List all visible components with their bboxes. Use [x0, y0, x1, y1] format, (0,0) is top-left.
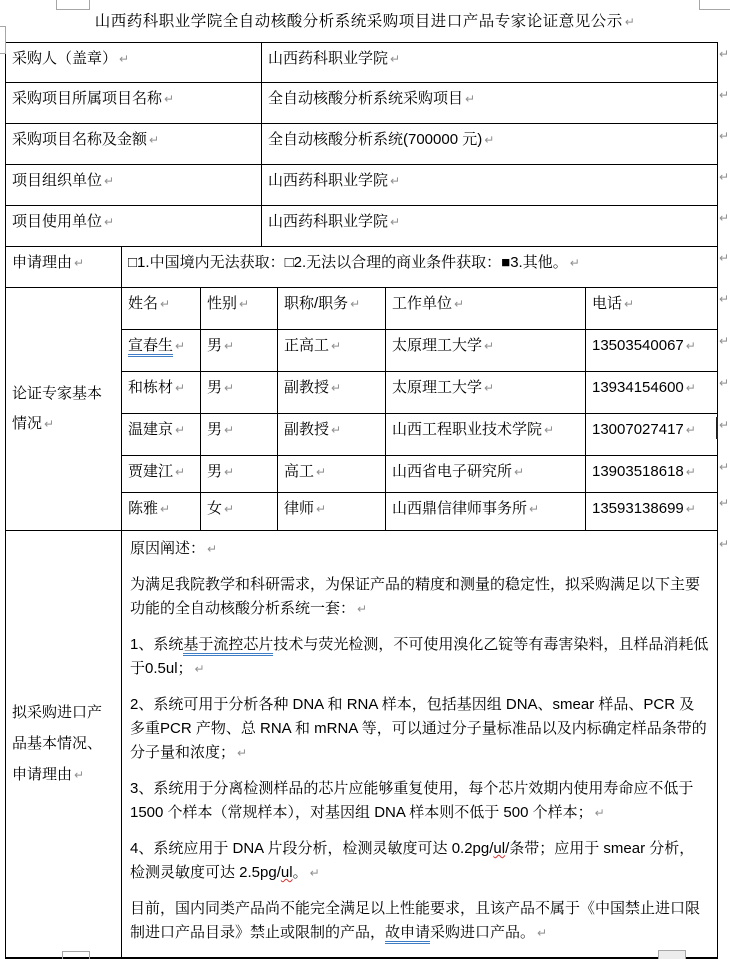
- reason-paragraph: [130, 897, 709, 945]
- paragraph-end-mark-icon: ↵: [207, 542, 218, 556]
- table-row: [6, 124, 718, 165]
- paragraph-end-mark-icon: ↵: [194, 662, 205, 676]
- end-of-row-mark-icon: ↵: [719, 496, 730, 510]
- reason-text-segment: 4、系统应用于 DNA 片段分析，检测灵敏度可达 0.2pg/: [130, 840, 494, 857]
- table-row: [6, 165, 718, 206]
- paragraph-end-mark-icon: ↵: [537, 926, 548, 940]
- expert-title-cell: [278, 456, 386, 493]
- expert-col-header: [201, 288, 278, 330]
- info-label: 项目使用单位: [12, 213, 103, 230]
- expert-phone: 13007027417: [592, 421, 684, 438]
- col-header-title: 职称/职务: [284, 295, 349, 312]
- cell-end-mark-icon: ↵: [484, 133, 495, 147]
- reason-text-segment: 基于流控芯片: [183, 636, 273, 656]
- text-boundary-mark-top-right: [699, 0, 730, 10]
- expert-col-header: [386, 288, 586, 330]
- cell-end-mark-icon: ↵: [175, 465, 186, 479]
- expert-org: 太原理工大学: [392, 337, 483, 354]
- cell-end-mark-icon: ↵: [484, 339, 495, 353]
- col-header-phone: 电话: [592, 295, 623, 312]
- cell-end-mark-icon: ↵: [350, 297, 361, 311]
- info-value: 山西药科职业学院: [268, 172, 389, 189]
- end-of-row-mark-icon: ↵: [719, 418, 730, 432]
- end-of-row-mark-icon: ↵: [719, 129, 730, 143]
- cell-end-mark-icon: ↵: [119, 52, 130, 66]
- expert-name: 和栋材: [128, 379, 174, 396]
- cell-end-mark-icon: ↵: [331, 381, 342, 395]
- info-value: 全自动核酸分析系统(700000 元): [268, 131, 483, 148]
- end-of-row-mark-icon: ↵: [719, 170, 730, 184]
- expert-phone: 13934154600: [592, 379, 684, 396]
- reason-paragraphs: [122, 531, 718, 959]
- expert-title: 副教授: [284, 421, 330, 438]
- expert-phone: 13593138699: [592, 500, 684, 517]
- page-title-text: 山西药科职业学院全自动核酸分析系统采购项目进口产品专家论证意见公示: [94, 13, 623, 30]
- col-header-gender: 性别: [207, 295, 238, 312]
- cell-end-mark-icon: ↵: [685, 381, 696, 395]
- reason-text-segment: 3、系统用于分离检测样品的芯片应能够重复使用，每个芯片效期内使用寿命应不低于1500 个样本（常规样本），对基因组 DNA 样本则不低于 500 个样本；: [130, 780, 694, 821]
- cell-end-mark-icon: ↵: [160, 297, 171, 311]
- cell-end-mark-icon: ↵: [390, 52, 401, 66]
- expert-title: 律师: [284, 500, 315, 517]
- cell-end-mark-icon: ↵: [685, 502, 696, 516]
- expert-title-cell: [278, 414, 386, 456]
- expert-org-cell: [386, 493, 586, 531]
- table-row: [6, 247, 718, 288]
- end-of-row-mark-icon: ↵: [719, 88, 730, 102]
- expert-title: 高工: [284, 463, 315, 480]
- reason-text-segment: /条带；应用于 smear 分析，检测灵敏度可达 2.5pg/: [130, 840, 695, 881]
- reason-paragraph: [130, 837, 709, 885]
- cell-end-mark-icon: ↵: [529, 502, 540, 516]
- info-value-cell: [262, 83, 718, 124]
- cell-end-mark-icon: ↵: [454, 297, 465, 311]
- expert-col-header: [122, 288, 201, 330]
- info-label: 采购项目名称及金额: [12, 131, 148, 148]
- expert-phone-cell: [586, 493, 718, 531]
- table-row: [6, 83, 718, 124]
- cell-end-mark-icon: ↵: [390, 215, 401, 229]
- expert-phone-cell: [586, 372, 718, 414]
- reason-text-segment: 故申请: [385, 924, 430, 944]
- cell-end-mark-icon: ↵: [160, 502, 171, 516]
- end-of-row-mark-icon: ↵: [719, 334, 730, 348]
- cell-end-mark-icon: ↵: [239, 297, 250, 311]
- info-value: 山西药科职业学院: [268, 50, 389, 67]
- reason-text-segment: 原因阐述：: [130, 540, 206, 557]
- expert-gender: 男: [207, 421, 223, 438]
- expert-gender-cell: [201, 372, 278, 414]
- info-label-cell: [6, 83, 262, 124]
- cell-end-mark-icon: ↵: [685, 423, 696, 437]
- apply-reason-value-cell: [122, 247, 718, 288]
- end-of-row-mark-icon: ↵: [719, 537, 730, 551]
- paragraph-end-mark-icon: ↵: [594, 806, 605, 820]
- expert-phone: 13503540067: [592, 337, 684, 354]
- expert-gender-cell: [201, 456, 278, 493]
- expert-name-cell: [122, 456, 201, 493]
- end-of-row-mark-icon: ↵: [719, 251, 730, 265]
- reason-paragraph: [130, 537, 709, 561]
- info-label: 采购项目所属项目名称: [12, 90, 163, 107]
- cell-end-mark-icon: ↵: [390, 174, 401, 188]
- cell-end-mark-icon: ↵: [224, 423, 235, 437]
- cell-end-mark-icon: ↵: [569, 256, 580, 270]
- info-label: 采购人（盖章）: [12, 50, 118, 67]
- cell-end-mark-icon: ↵: [484, 381, 495, 395]
- reason-paragraph: [130, 777, 709, 825]
- col-header-name: 姓名: [128, 295, 159, 312]
- end-of-row-mark-icon: ↵: [719, 292, 730, 306]
- cell-end-mark-icon: ↵: [624, 297, 635, 311]
- cell-end-mark-icon: ↵: [685, 339, 696, 353]
- table-row: [6, 206, 718, 247]
- expert-gender: 女: [207, 500, 223, 517]
- procurement-table: [5, 42, 718, 959]
- cell-end-mark-icon: ↵: [175, 423, 186, 437]
- info-label: 项目组织单位: [12, 172, 103, 189]
- info-label-cell: [6, 124, 262, 165]
- reason-text-segment: ul: [493, 840, 506, 857]
- cell-end-mark-icon: ↵: [224, 381, 235, 395]
- apply-reason-label-cell: [6, 247, 122, 288]
- expert-org: 太原理工大学: [392, 379, 483, 396]
- end-of-row-mark-icon: ↵: [719, 211, 730, 225]
- reason-paragraph: [130, 633, 709, 681]
- expert-gender-cell: [201, 493, 278, 531]
- table-row: [6, 43, 718, 83]
- expert-gender: 男: [207, 463, 223, 480]
- cell-end-mark-icon: ↵: [465, 92, 476, 106]
- info-value-cell: [262, 206, 718, 247]
- cell-end-mark-icon: ↵: [74, 768, 85, 782]
- expert-title-cell: [278, 493, 386, 531]
- cell-end-mark-icon: ↵: [164, 92, 175, 106]
- expert-name: 贾建江: [128, 463, 174, 480]
- expert-name-cell: [122, 372, 201, 414]
- expert-header-row: [6, 288, 718, 330]
- info-value: 全自动核酸分析系统采购项目: [268, 90, 464, 107]
- product-section-label-cell: [6, 531, 122, 959]
- expert-gender: 男: [207, 337, 223, 354]
- cell-end-mark-icon: ↵: [149, 133, 160, 147]
- cell-end-mark-icon: ↵: [175, 381, 186, 395]
- text-boundary-mark-left: [0, 26, 6, 54]
- expert-org: 山西省电子研究所: [392, 463, 513, 480]
- page-title: [0, 9, 730, 31]
- expert-col-header: [586, 288, 718, 330]
- expert-org-cell: [386, 372, 586, 414]
- cell-end-mark-icon: ↵: [316, 465, 327, 479]
- expert-org-cell: [386, 456, 586, 493]
- expert-name: 温建京: [128, 421, 174, 438]
- paragraph-end-mark-icon: ↵: [237, 746, 248, 760]
- expert-title-cell: [278, 330, 386, 372]
- reason-text-segment: 1、系统: [130, 636, 184, 653]
- cell-end-mark-icon: ↵: [104, 215, 115, 229]
- expert-org: 山西工程职业技术学院: [392, 421, 543, 438]
- cell-end-mark-icon: ↵: [331, 423, 342, 437]
- cell-end-mark-icon: ↵: [316, 502, 327, 516]
- end-of-row-mark-icon: ↵: [719, 47, 730, 61]
- paragraph-end-mark-icon: ↵: [357, 602, 368, 616]
- apply-reason-label: 申请理由: [12, 254, 73, 271]
- reason-text-segment: 采购进口产品。: [430, 924, 536, 941]
- cell-end-mark-icon: ↵: [44, 417, 55, 431]
- expert-name-cell: [122, 414, 201, 456]
- expert-gender-cell: [201, 414, 278, 456]
- expert-phone: 13903518618: [592, 463, 684, 480]
- expert-title: 正高工: [284, 337, 330, 354]
- table-row: [6, 531, 718, 959]
- reason-text-segment: 技术与荧光检测，不可使用溴化乙锭等有毒害染料，且样品消耗低于0.5ul；: [130, 636, 709, 677]
- end-of-row-mark-icon: ↵: [719, 376, 730, 390]
- expert-phone-cell: [586, 456, 718, 493]
- reason-paragraph: [130, 693, 709, 765]
- expert-phone-cell: [586, 330, 718, 372]
- reason-text-segment: 。: [292, 864, 308, 881]
- expert-name: 宣春生: [128, 337, 173, 357]
- col-header-org: 工作单位: [392, 295, 453, 312]
- text-cursor[interactable]: [716, 417, 718, 439]
- end-of-row-mark-icon: ↵: [719, 460, 730, 474]
- reason-text-segment: 2、系统可用于分析各种 DNA 和 RNA 样本，包括基因组 DNA、smear 样品、PCR 及多重PCR 产物、总 RNA 和 mRNA 等，可以通过分子量标准品以及内标确定样品条带的分子量和浓度；: [130, 696, 707, 761]
- cell-end-mark-icon: ↵: [514, 465, 525, 479]
- cell-end-mark-icon: ↵: [331, 339, 342, 353]
- paragraph-end-mark-icon: ↵: [624, 15, 636, 29]
- experts-section-label: 论证专家基本情况: [12, 385, 103, 432]
- info-value: 山西药科职业学院: [268, 213, 389, 230]
- reason-text-segment: ul: [280, 864, 293, 881]
- reason-paragraph: [130, 573, 709, 621]
- expert-name-cell: [122, 330, 201, 372]
- info-value-cell: [262, 165, 718, 206]
- expert-org-cell: [386, 414, 586, 456]
- expert-phone-cell: [586, 414, 718, 456]
- expert-org: 山西鼎信律师事务所: [392, 500, 528, 517]
- info-label-cell: [6, 43, 262, 83]
- reason-text-segment: 为满足我院教学和科研需求，为保证产品的精度和测量的稳定性，拟采购满足以下主要功能的全自动核酸分析系统一套：: [130, 576, 701, 617]
- expert-title-cell: [278, 372, 386, 414]
- info-label-cell: [6, 165, 262, 206]
- expert-col-header: [278, 288, 386, 330]
- info-value-cell: [262, 43, 718, 83]
- paragraph-end-mark-icon: ↵: [309, 866, 320, 880]
- cell-end-mark-icon: ↵: [224, 465, 235, 479]
- cell-end-mark-icon: ↵: [685, 465, 696, 479]
- cell-end-mark-icon: ↵: [74, 256, 85, 270]
- expert-gender-cell: [201, 330, 278, 372]
- product-section-label: 拟采购进口产品基本情况、申请理由: [12, 704, 103, 783]
- text-boundary-mark-top-left: [56, 0, 90, 10]
- apply-reason-checkboxes: □1.中国境内无法获取：□2.无法以合理的商业条件获取：■3.其他。: [128, 254, 568, 271]
- expert-gender: 男: [207, 379, 223, 396]
- cell-end-mark-icon: ↵: [104, 174, 115, 188]
- experts-section-label-cell: [6, 288, 122, 531]
- info-value-cell: [262, 124, 718, 165]
- cell-end-mark-icon: ↵: [224, 502, 235, 516]
- expert-name: 陈雅: [128, 500, 159, 517]
- cell-end-mark-icon: ↵: [224, 339, 235, 353]
- cell-end-mark-icon: ↵: [175, 339, 186, 353]
- expert-org-cell: [386, 330, 586, 372]
- expert-title: 副教授: [284, 379, 330, 396]
- cell-end-mark-icon: ↵: [544, 423, 555, 437]
- reason-text-segment: 目前，国内同类产品尚不能完全满足以上性能要求，且该产品不属于《中国禁止进口限制进口产品目录》禁止或限制的产品，: [130, 900, 701, 941]
- info-label-cell: [6, 206, 262, 247]
- expert-name-cell: [122, 493, 201, 531]
